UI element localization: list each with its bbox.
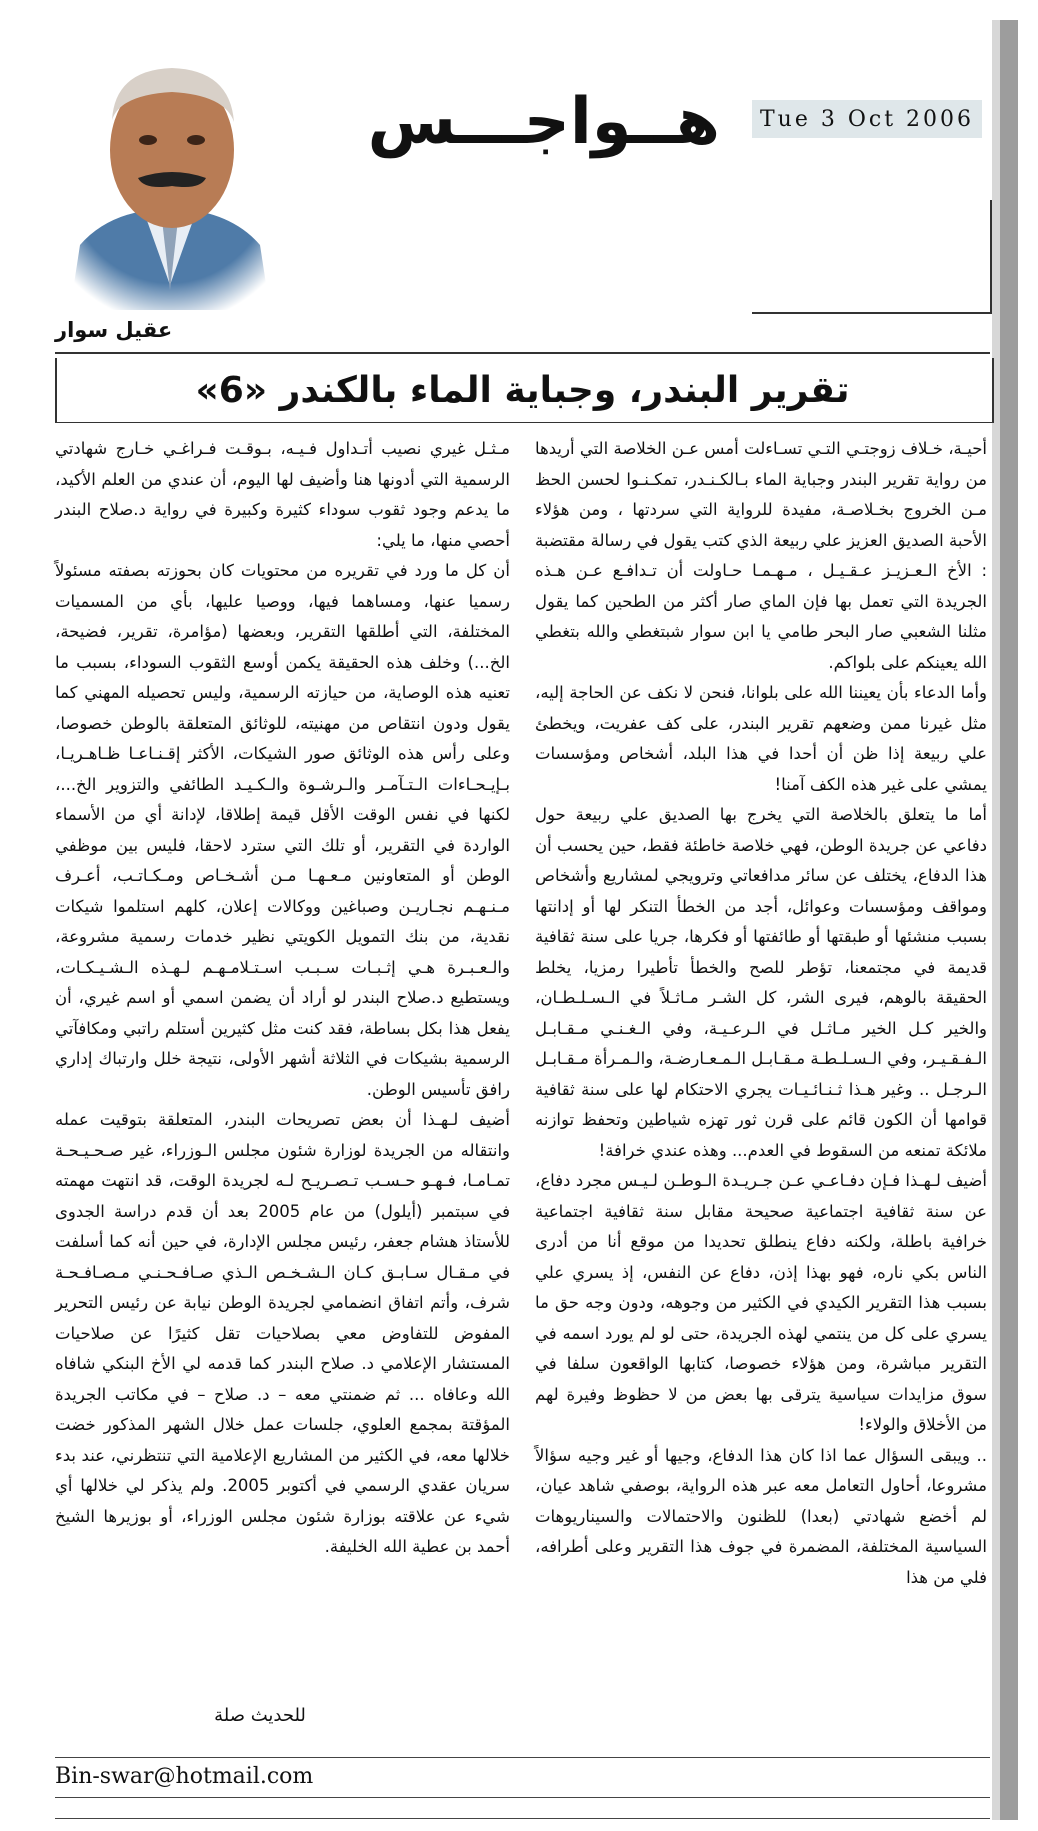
header-frame [752, 200, 992, 314]
footer-divider [55, 1818, 990, 1819]
footer-divider [55, 1757, 990, 1758]
article-title: تقرير البندر، وجباية الماء بالكندر «6» [195, 370, 850, 411]
page-edge [1000, 20, 1018, 1820]
paragraph: أحيـة، خـلاف زوجتـي التـي تسـاءلت أمس عـن الخلاصة التي أريدها من رواية تقرير البندر وجباية الماء بـالكـنـدر، تمكـنـوا لحسن الحظ مـن الخروج بخـلاصـة، مفيدة للرواية التي سردتها ، ومن هؤلاء الأحبة الصديق العزيز علي ربيعة الذي كتب يقول في رسالة مقتضبة : الأخ الـعـزيـز عـقـيـل ، مـهـمـا حـاولت أن تـدافـع عـن هـذه الجريدة التي تعمل بها فإن الماي صار أكثر من الطحين كما يقول مثلنا الشعبي صار البحر طامي يا ابن سوار شبتغطي والله بتغطي الله يعينكم على بلواكم. [535, 439, 987, 672]
author-email[interactable]: Bin-swar@hotmail.com [55, 1764, 314, 1789]
page-edge-shadow [992, 20, 1000, 1820]
paragraph: أن كل ما ورد في تقريره من محتويات كان بحوزته بصفته مسئولاً رسميا عنها، ومساهما فيها، ووصيا عليها، بأي من المسميات المختلفة، التي أطلقها التقرير، وبعضها (مؤامرة، تقرير، فضيحة، الخ...) وخلف هذه الحقيقة يكمن أوسع الثقوب السوداء، بسبب ما تعنيه هذه الوصاية، من حيازته الرسمية، وليس تحصيله المهني كما يقول ودون انتقاص من مهنيته، للوثائق المتعلقة بالوطن خصوصا، وعلى رأس هذه الوثائق صور الشيكات، الأكثر إقـنـاعـا ظـاهـريـا، بـإيـحـاءات الـتـآمـر والـرشـوة والـكـيـد الطائفي والتزوير الخ...، لكنها في نفس الوقت الأقل قيمة إطلاقا، لإدانة أي من الأسماء الواردة في التقرير، أو تلك التي سترد لاحقا، فليس بين موظفي الوطن أو المتعاونين مـعـهـا مـن أشـخـاص ومـكـاتـب، أعـرف مـنـهـم نجـاريـن وصباغين ووكالات إعلان، كلهم استلموا شيكات نقدية، من بنك التمويل الكويتي نظير خدمات رسمية مشروعة، والـعـبـرة هـي إثـبـات سـبـب اسـتـلامـهـم لـهـذه الـشـيـكـات، ويستطيع د.صلاح البندر لو أراد أن يضمن اسمي أو اسم غيري، أن يفعل هذا بكل بساطة، فقد كنت مثل كثيرين أستلم راتبي ومكافآتي الرسمية بشيكات في الثلاثة أشهر الأولى، نتيجة خلل وارتباك إداري رافق تأسيس الوطن. [55, 561, 510, 1099]
author-divider [55, 352, 990, 354]
article-column-left [55, 434, 510, 1563]
paragraph: أما ما يتعلق بالخلاصة التي يخرج بها الصديق علي ربيعة حول دفاعي عن جريدة الوطن، فهي خلاصة خاطئة فقط، حين يحسب أن هذا الدفاع، يختلف عن سائر مدافعاتي وترويجي لمشاريع وأشخاص ومواقف ومؤسسات وعوائل، أجد من الخطأ التنكر لها أو إدانتها بسبب منشئها أو طبقتها أو طائفتها أو فكرها، جريا على سنة ثقافية قديمة في مجتمعنا، تؤطر للصح والخطأ تأطيرا رمزيا، يخلط الحقيقة بالوهم، فيرى الشر، كل الشـر مـاثـلاً في الـسـلـطـان، والخير كـل الخير مـاثـل في الـرعـيـة، وفي الـغـنـي مـقـابـل الـفـقـيـر، وفي الـسـلـطـة مـقـابـل الـمـعـارضـة، والـمـرأة مـقـابـل الـرجـل .. وغير هـذا ثـنـائـيـات يجري الاحتكام لها على سنة ثقافية قوامها أن الكون قائم على قرن ثور تهزه شياطين وتحفظ توازنه ملائكة تمنعه من السقوط في العدم... وهذه عندي خرافة! [535, 805, 987, 1160]
paragraph: مـثـل غيري نصيب أتـداول فـيـه، بـوقـت فـراغـي خـارج شهادتي الرسمية التي أدونها هنا وأضيف لها اليوم، أن عندي من العلم الأكيد، ما يدعم وجود ثقوب سوداء كثيرة وكبيرة في رواية د.صلاح البندر أحصي منها، ما يلي: [55, 439, 510, 550]
author-name: عقيل سوار [55, 318, 173, 342]
paragraph: أضيف لـهـذا فـإن دفـاعـي عـن جـريـدة الـوطـن لـيـس مجرد دفاع، عن سنة ثقافية اجتماعية صحيحة مقابل سنة ثقافية اجتماعية خرافية باطلة، ولكنه دفاع ينطلق تحديدا من موقع أنا من أدرى الناس بكي ناره، فهو بهذا إذن، دفاع عن النفس، إذ يسري علي بسبب هذا التقرير الكيدي في الكثير من وجوهه، ودون وجه حق ما يسري على كل من ينتمي لهذه الجريدة، حتى لو لم يورد اسمه في التقرير مباشرة، ومن هؤلاء خصوصا، كتابها الواقعون سلفا في سوق مزايدات سياسية يترقى بها بعض من لا حظوظ وفيرة لهم من الأخلاق والولاء! [535, 1171, 987, 1434]
article-column-right [535, 434, 987, 1593]
paragraph: .. ويبقى السؤال عما اذا كان هذا الدفاع، وجيها أو غير وجيه سؤالاً مشروعا، أحاول التعامل معه عبر هذه الرواية، بوصفي شاهد عيان، لم أخضع شهادتي (بعدا) للظنون والاحتمالات والسيناريوهات السياسية المختلفة، المضمرة في جوف هذا التقرير وعلى أطرافه، فلي من هذا [535, 1445, 987, 1587]
column-masthead: هــواجـــس [367, 85, 720, 159]
footer-divider [55, 1797, 990, 1798]
author-portrait [50, 40, 290, 310]
paragraph: أضيف لـهـذا أن بعض تصريحات البندر، المتعلقة بتوقيت عمله وانتقاله من الجريدة لوزارة شئون مجلس الـوزراء، غير صـحـيـحـة تمـامـا، فـهـو حـسـب تـصـريـح لـه لجريدة الوقت، قد انتهت مهمته في سبتمبر (أيلول) من عام 2005 بعد أن قدم دراسة الجدوى للأستاذ هشام جعفر، رئيس مجلس الإدارة، في حين أنه كما أسلفت في مـقـال سـابـق كـان الـشـخـص الـذي صـافـحـنـي مـصـافـحـة شرف، وأتم اتفاق انضمامي لجريدة الوطن نيابة عن رئيس التحرير المفوض للتفاوض معي بصلاحيات تقل كثيرًا عن صلاحيات المستشار الإعلامي د. صلاح البندر كما قدمه لي الأخ البنكي شافاه الله وعافاه ... ثم ضمنتي معه – د. صلاح – في مكاتب الجريدة المؤقتة بمجمع العلوي، جلسات عمل خلال الشهر المذكور خضت خلالها معه، في الكثير من المشاريع الإعلامية التي تنتظرني، عند بدء سريان عقدي الرسمي في أكتوبر 2005. ولم يذكر لي خلالها أي شيء عن علاقته بوزارة شئون مجلس الوزراء، أو بوزيرها الشيخ أحمد بن عطية الله الخليفة. [55, 1110, 510, 1556]
issue-date: Tue 3 Oct 2006 [752, 100, 982, 138]
to-be-continued: للحديث صلة [214, 1705, 306, 1726]
paragraph: وأما الدعاء بأن يعيننا الله على بلوانا، فنحن لا نكف عن الحاجة إليه، مثل غيرنا ممن وضعهم تقرير البندر، على كف عفريت، ويخطئ علي ربيعة إذا ظن أن أحدا في هذا البلد، أشخاص ومؤسسات يمشي على غير هذه الكف آمنا! [535, 683, 987, 794]
